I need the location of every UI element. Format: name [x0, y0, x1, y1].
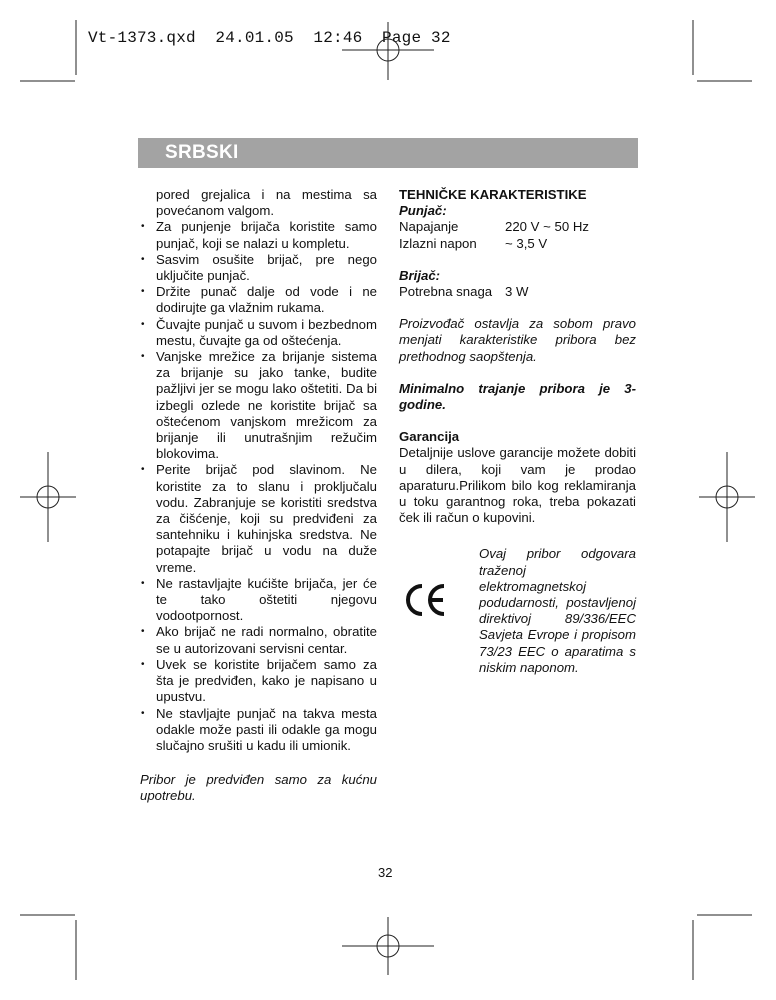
spec-value: ~ 3,5 V — [505, 235, 548, 251]
bullet-item: • Za punjenje brijača koristite samo punjač, koji se nalazi u kompletu. — [140, 219, 377, 251]
bullet-item: • Ako brijač ne radi normalno, obratite se u autorizovani servisni centar. — [140, 624, 377, 656]
spec-label: Napajanje — [399, 219, 459, 235]
bullet-item: • Ne rastavljajte kućište brijača, jer će te tako oštetiti njegovu vodootpornost. — [140, 576, 377, 625]
shaver-specs-table — [399, 284, 528, 300]
charger-specs-table — [399, 219, 589, 251]
section-header-bar — [138, 138, 638, 168]
printer-slug-line: Vt-1373.qxd 24.01.05 12:46 Page 32 — [88, 29, 451, 47]
spec-row — [399, 219, 589, 235]
minimum-lifetime: Minimalno trajanje pribora je 3-godine. — [399, 380, 636, 413]
spec-value: 220 V ~ 50 Hz — [505, 219, 589, 235]
page-number: 32 — [378, 865, 393, 880]
ce-conformity-block — [399, 546, 636, 676]
household-use-note: Pribor je predviđen samo za kućnu upotrebu. — [140, 772, 377, 804]
registration-mark-left — [20, 452, 76, 542]
shaver-heading: Brijač: — [399, 267, 441, 283]
spec-row — [399, 284, 528, 300]
warranty-heading: Garancija — [399, 429, 460, 445]
registration-mark-right — [699, 452, 755, 542]
manufacturer-note: Proizvođač ostavlja za sobom pravo menjati karakteristike pribora bez prethodnog saopštenja. — [399, 316, 636, 364]
intro-paragraph: pored grejalica i na mestima sa povećanom valgom. — [156, 187, 377, 219]
spec-label: Izlazni napon — [399, 235, 477, 251]
bullet-item: • Ne stavljajte punjač na takva mesta odakle može pasti ili odakle ga mogu slučajno srušiti u kadu ili umionik. — [140, 706, 377, 755]
registration-mark-bottom — [342, 917, 434, 975]
warranty-text: Detaljnije uslove garancije možete dobiti u dilera, koji vam je prodao aparaturu.Prilikom bilo kog reklamiranja u toku garantnog roka, treba pokazati ček ili račun o kupovini. — [399, 445, 636, 526]
ce-mark-icon — [404, 582, 448, 618]
right-column — [399, 187, 636, 676]
spec-label: Potrebna snaga — [399, 284, 493, 300]
bullet-item: • Uvek se koristite brijačem samo za šta je predviđen, kako je napisano u upustvu. — [140, 657, 377, 706]
bullet-item: • Držite punač dalje od vode i ne dodirujte ga vlažnim rukama. — [140, 284, 377, 316]
safety-bullet-list — [140, 219, 377, 754]
charger-heading: Punjač: — [399, 203, 447, 219]
ce-conformity-text: Ovaj pribor odgovara traženoj elektromagnetskoj podudarnosti, postavljenoj direktivoj 89/336/EEC Savjeta Evrope i propisom 73/23 EEC o aparatima s niskim naponom. — [479, 546, 636, 675]
spec-row — [399, 236, 589, 252]
section-title: SRBSKI — [165, 142, 239, 163]
spec-value: 3 W — [505, 284, 529, 300]
bullet-item: • Čuvajte punjač u suvom i bezbednom mestu, čuvajte ga od oštećenja. — [140, 317, 377, 349]
left-column — [140, 187, 377, 805]
bullet-item: • Sasvim osušite brijač, pre nego uključite punjač. — [140, 252, 377, 284]
bullet-item: • Perite brijač pod slavinom. Ne koristite za to slanu i proključalu vodu. Zabranjuje se koristiti sredstva za čišćenje, koji su predviđeni za santehniku i kuhinjska sredstva. Ne potapajte brijač u vodu na duže vreme. — [140, 462, 377, 575]
bullet-item: • Vanjske mrežice za brijanje sistema za brijanje su jako tanke, budite pažljivi jer se mogu lako oštetiti. Da bi izbegli ozlede ne koristite brijač sa oštećenom vanjskom mrežicom za brijanje ili unutrašnjim režučim blokovima. — [140, 349, 377, 462]
specs-heading: TEHNIČKE KARAKTERISTIKE — [399, 187, 587, 202]
